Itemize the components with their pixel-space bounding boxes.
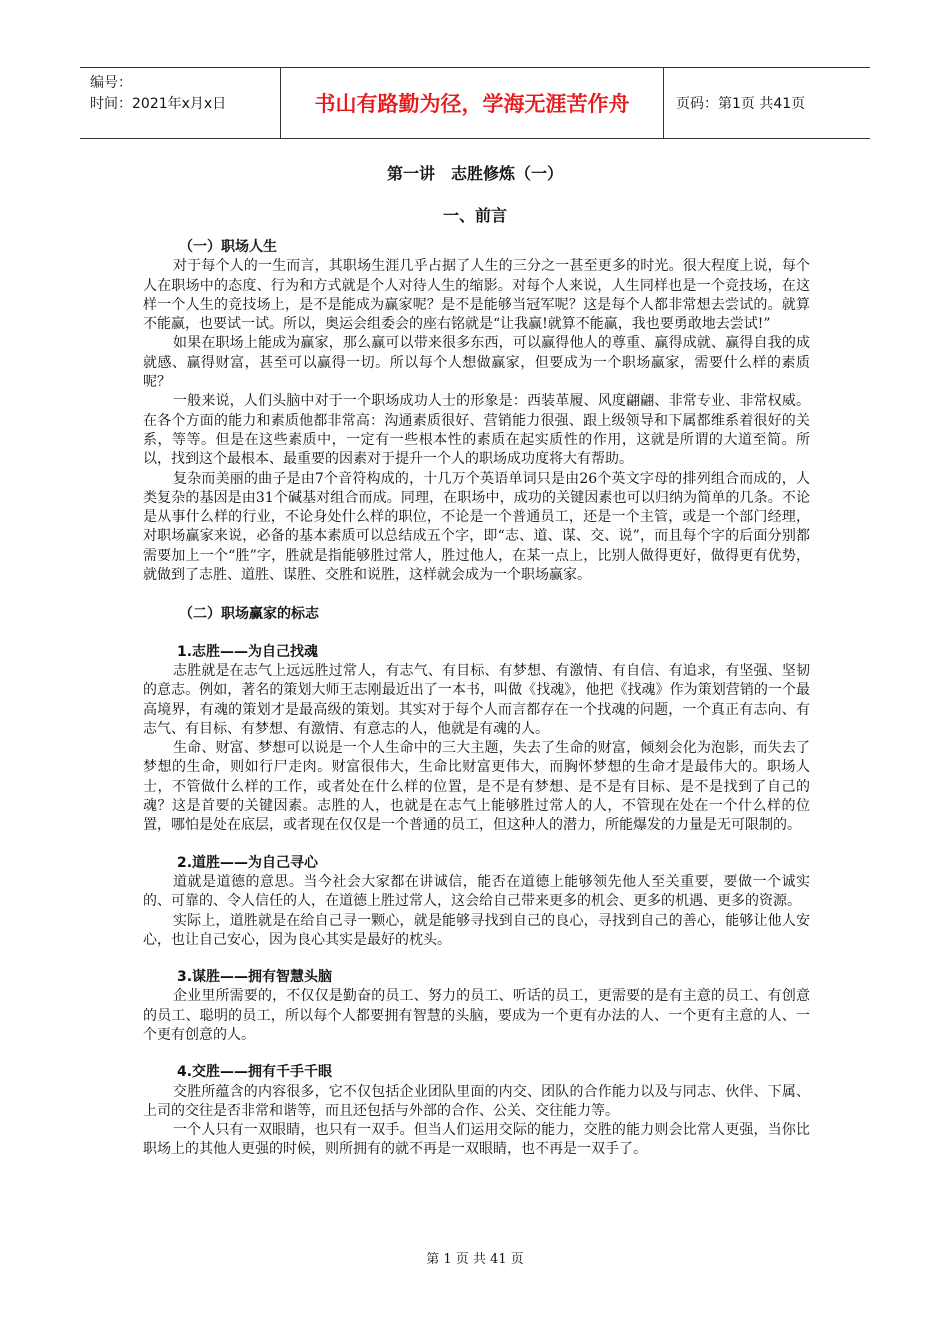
time-label: 时间：2021年x月x日 (90, 96, 227, 112)
paragraph: 志胜就是在志气上远远胜过常人，有志气、有目标、有梦想、有激情、有自信、有追求，有坚强、坚韧的意志。例如，著名的策划大师王志刚最近出了一本书，叫做《找魂》，他把《找魂》作为策划营销的一个最高境界，有魂的策划才是最高级的策划。其实对于每个人而言都存在一个找魂的问题，一个真正有志向、有志气、有目标、有梦想、有激情、有意志的人，他就是有魂的人。 (143, 662, 810, 737)
subsection-heading: 1.志胜——为自己找魂 (177, 643, 319, 660)
document-body (143, 238, 810, 1160)
subsection-heading: 4.交胜——拥有千手千眼 (177, 1064, 333, 1081)
subsection-heading: 2.道胜——为自己寻心 (177, 854, 319, 871)
header-meta-cell (80, 68, 281, 138)
subsection-heading: 3.谋胜——拥有智慧头脑 (177, 969, 333, 986)
lecture-number: 第一讲 (386, 164, 435, 183)
lecture-topic: 志胜修炼（一） (451, 164, 564, 183)
paragraph: 企业里所需要的，不仅仅是勤奋的员工、努力的员工、听话的员工，更需要的是有主意的员工、有创意的员工、聪明的员工，所以每个人都要拥有智慧的头脑，要成为一个更有办法的人、一个更有主意的人、一个更有创意的人。 (143, 988, 810, 1043)
number-label: 编号： (90, 75, 132, 91)
paragraph: 如果在职场上能成为赢家，那么赢可以带来很多东西，可以赢得他人的尊重、赢得成就、赢得自我的成就感、赢得财富，甚至可以赢得一切。所以每个人想做赢家，但要成为一个职场赢家，需要什么样的素质呢？ (143, 335, 810, 391)
section-heading: （一）职场人生 (179, 239, 277, 255)
paragraph: 交胜所蕴含的内容很多，它不仅包括企业团队里面的内交、团队的合作能力以及与同志、伙伴、下属、上司的交往是否非常和谐等，而且还包括与外部的合作、公关、交往能力等。 (143, 1083, 810, 1119)
paragraph: 道就是道德的意思。当今社会大家都在讲诚信，能否在道德上能够领先他人至关重要，要做一个诚实的、可靠的、令人信任的人，在道德上胜过常人，这会给自己带来更多的机会、更多的机遇、更多的资源。 (143, 873, 810, 910)
page-header (80, 67, 870, 139)
header-page-code: 页码：第1页 共41页 (676, 96, 806, 112)
paragraph: 复杂而美丽的曲子是由7个音符构成的，十几万个英语单词只是由26个英文字母的排列组合而成的，人类复杂的基因是由31个碱基对组合而成。同理，在职场中，成功的关键因素也可以归纳为简单的几条。不论是从事什么样的行业，不论身处什么样的职位，不论是一个普通员工，还是一个主管，或是一个部门经理，对职场赢家来说，必备的基本素质可以总结成五个字，即“志、道、谋、交、说”，而且每个字的后面分别都需要加上一个“胜”字，胜就是指能够胜过常人，胜过他人，在某一点上，比别人做得更好，做得更有优势，就做到了志胜、道胜、谋胜、交胜和说胜，这样就会成为一个职场赢家。 (143, 470, 810, 584)
lecture-title (0, 161, 950, 184)
header-motto: 书山有路勤为径，学海无涯苦作舟 (281, 68, 664, 138)
section-title: 一、前言 (442, 206, 507, 225)
paragraph: 生命、财富、梦想可以说是一个人生命中的三大主题，失去了生命的财富，倾刻会化为泡影，而失去了梦想的生命，则如行尸走肉。财富很伟大，生命比财富更伟大，而胸怀梦想的生命才是最伟大的。职场人士，不管做什么样的工作，或者处在什么样的位置，是不是有梦想、是不是有目标、是不是找到了自己的魂？这是首要的关键因素。志胜的人，也就是在志气上能够胜过常人的人，不管现在处在一个什么样的位置，哪怕是处在底层，或者现在仅仅是一个普通的员工，但这种人的潜力，所能爆发的力量是无可限制的。 (143, 740, 810, 834)
paragraph: 一个人只有一双眼睛，也只有一双手。但当人们运用交际的能力，交胜的能力则会比常人更强，当你比职场上的其他人更强的时候，则所拥有的就不再是一双眼睛，也不再是一双手了。 (143, 1122, 810, 1158)
section-heading: （二）职场赢家的标志 (179, 606, 319, 623)
page-footer: 第 1 页 共 41 页 (426, 1252, 524, 1267)
paragraph: 对于每个人的一生而言，其职场生涯几乎占据了人生的三分之一甚至更多的时光。很大程度上说，每个人在职场中的态度、行为和方式就是个人对待人生的缩影。对每个人来说，人生同样也是一个竞技场，在这样一个人生的竞技场上，是不是能成为赢家呢？是不是能够当冠军呢？这是每个人都非常想去尝试的。就算不能赢，也要试一试。所以，奥运会组委会的座右铭就是“让我赢!就算不能赢，我也要勇敢地去尝试!” (143, 258, 810, 333)
paragraph: 一般来说，人们头脑中对于一个职场成功人士的形象是：西装革履、风度翩翩、非常专业、非常权威。在各个方面的能力和素质他都非常高：沟通素质很好、营销能力很强、跟上级领导和下属都维系着很好的关系，等等。但是在这些素质中，一定有一些根本性的素质在起实质性的作用，这就是所谓的大道至简。所以，找到这个最根本、最重要的因素对于提升一个人的职场成功度将大有帮助。 (143, 393, 810, 468)
paragraph: 实际上，道胜就是在给自己寻一颗心，就是能够寻找到自己的良心，寻找到自己的善心，能够让他人安心，也让自己安心，因为良心其实是最好的枕头。 (143, 912, 810, 948)
